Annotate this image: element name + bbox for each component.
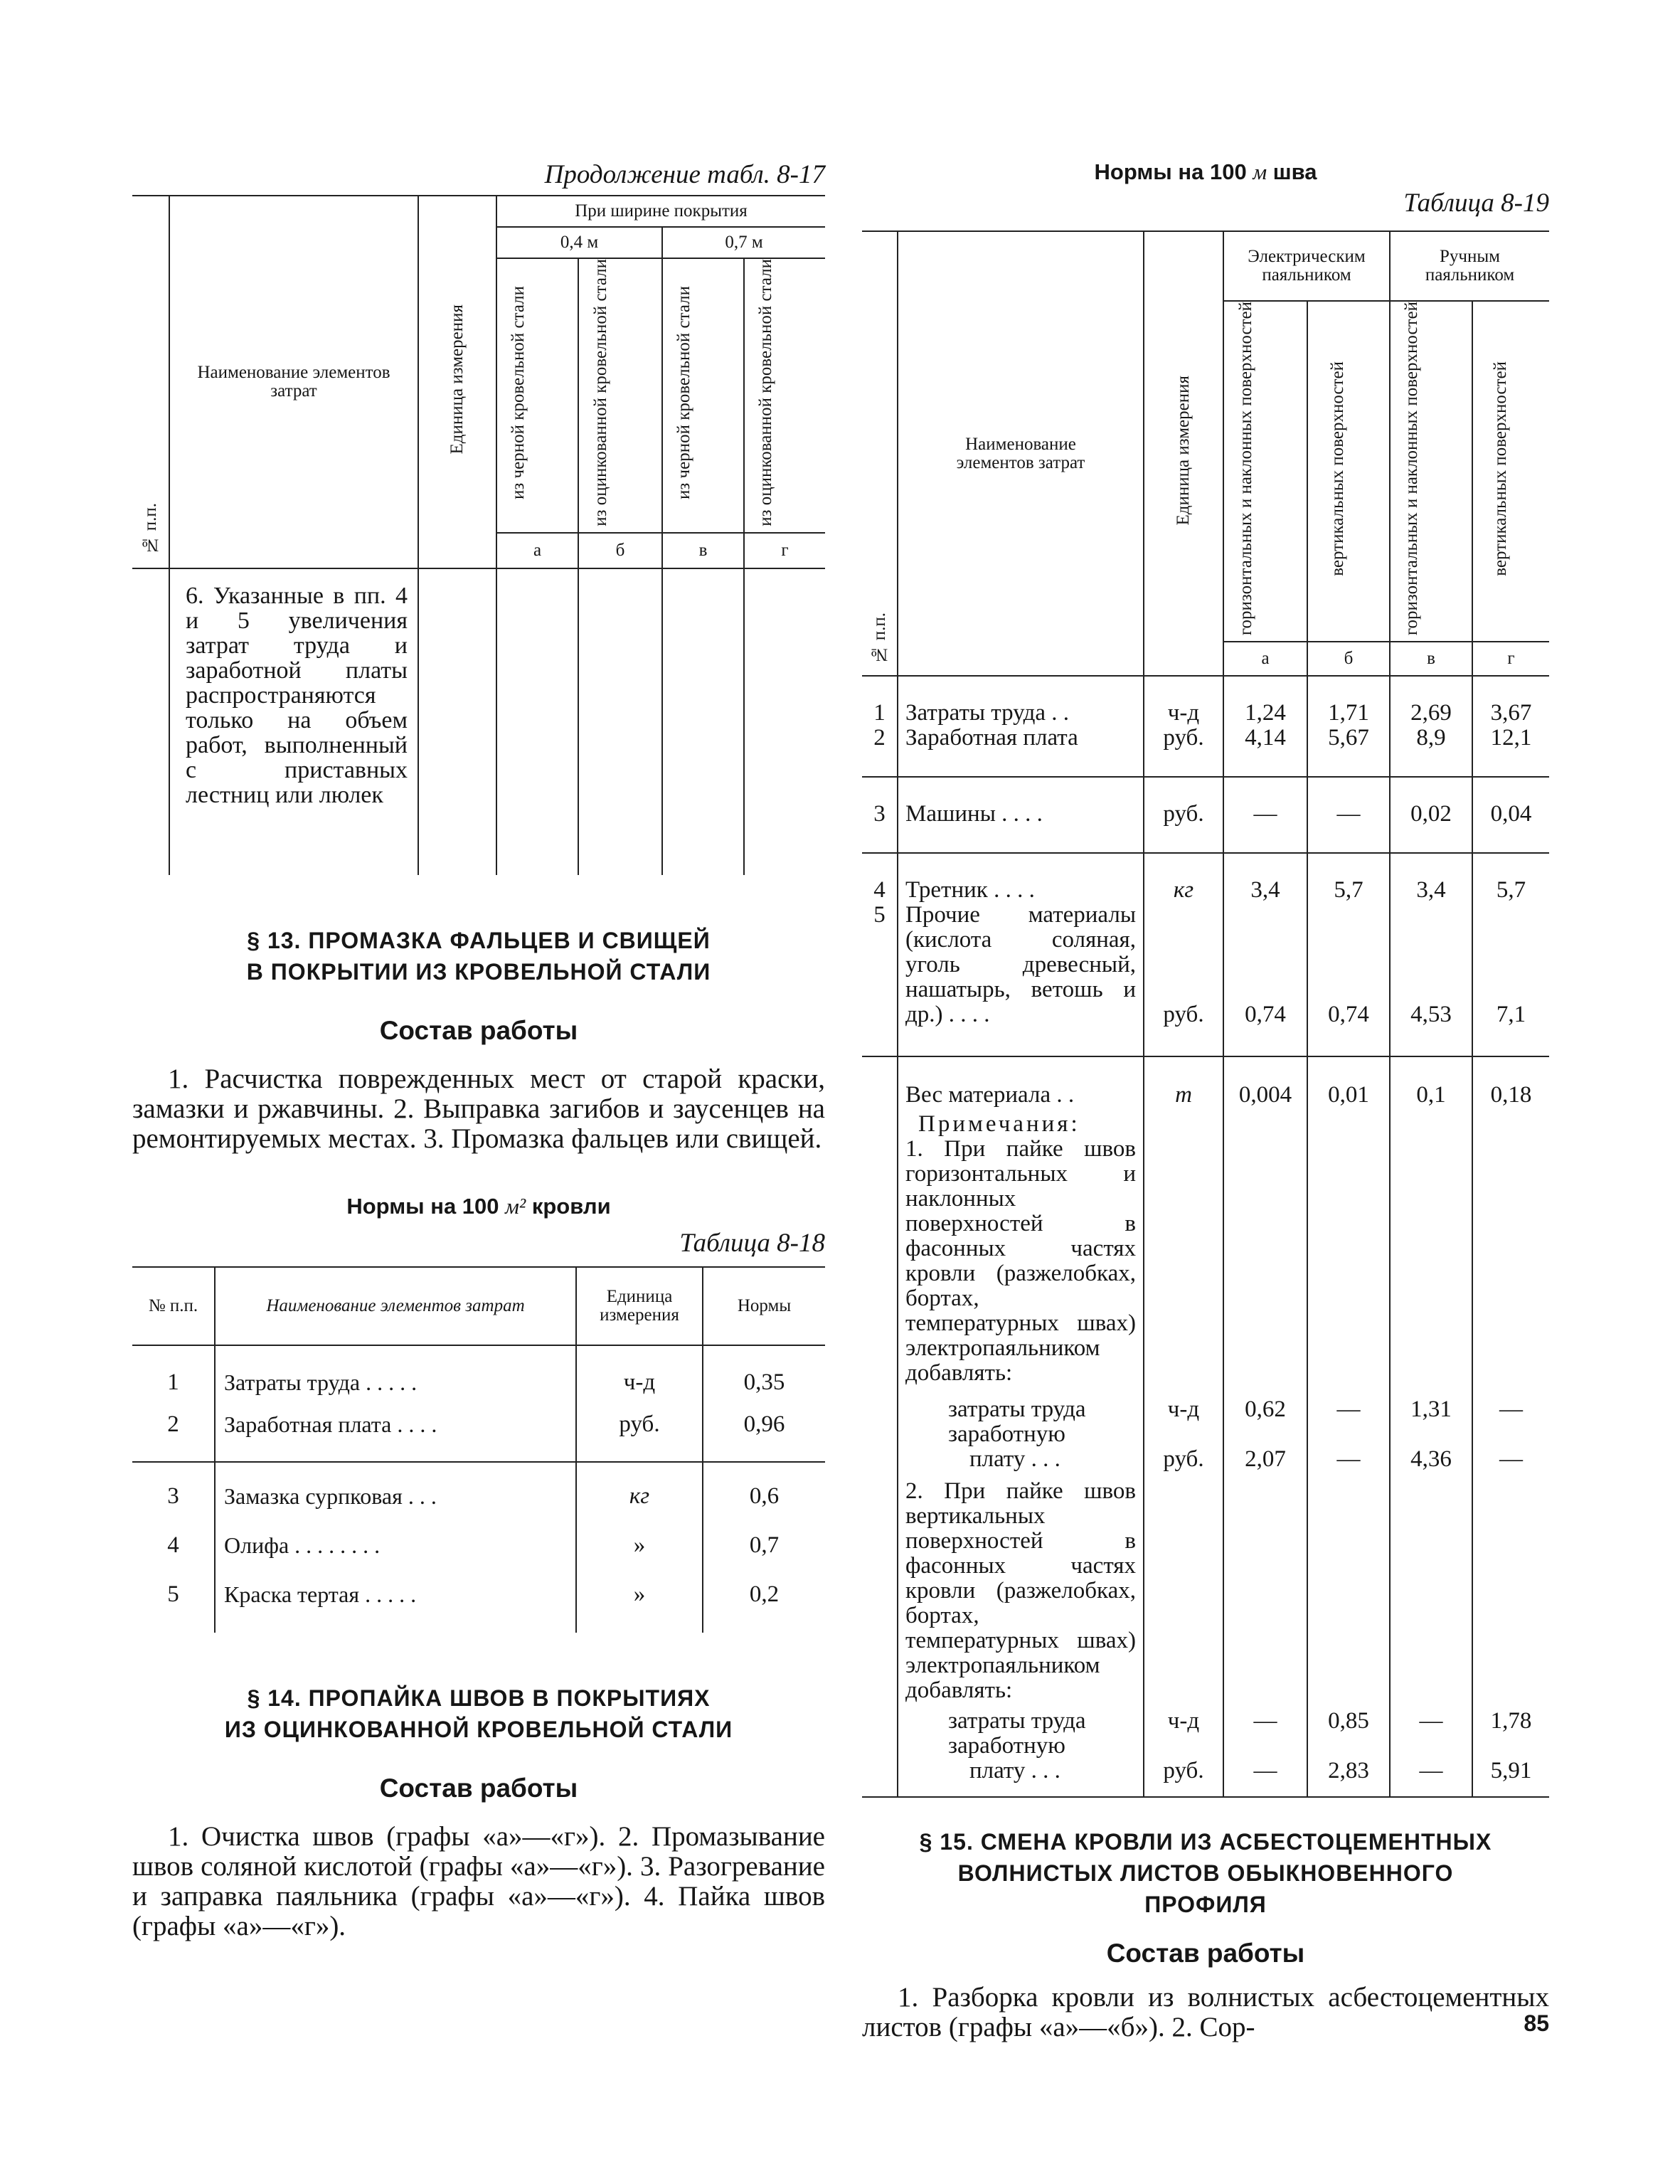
table-8-18-caption: Таблица 8-18 <box>679 1228 825 1258</box>
section-14-work-text: 1. Очистка швов (графы «а»—«г»). 2. Промазывание швов соляной кислотой (графы «а»—«г»). 3. Разогревание и заправка паяльника (графы «а»—«г»). 4. Пайка швов (графы «а»—«г»). <box>132 1820 825 1941</box>
t818-row3-dots: . . . <box>402 1483 437 1509</box>
t819-r4-c: 3,4 <box>1390 853 1472 903</box>
col-unit-header: Единица измерения <box>447 304 467 455</box>
letter-b: б <box>578 533 662 568</box>
section-15-work-heading: Состав работы <box>1106 1939 1305 1968</box>
t819-group-electric: Электрическим паяльником <box>1223 231 1390 301</box>
t819-r5-d: 7,1 <box>1496 1002 1526 1028</box>
t819-note1-wage-b: — <box>1307 1422 1390 1472</box>
t819-note2-labor-b: 0,85 <box>1307 1703 1390 1734</box>
t819-note1-wage-name-1: заработную <box>948 1421 1065 1448</box>
t819-r3-c: 0,02 <box>1390 777 1472 853</box>
t818-col-unit: Единица измерения <box>576 1267 703 1345</box>
t818-row1-val: 0,35 <box>743 1369 785 1395</box>
t819-r4-a: 3,4 <box>1223 853 1307 903</box>
t818-col-num: № п.п. <box>132 1267 215 1345</box>
group-width-header: При ширине покрытия <box>496 196 825 227</box>
section-15-title-line2: ВОЛНИСТЫХ ЛИСТОВ ОБЫКНОВЕННОГО <box>957 1860 1454 1887</box>
page-number: 85 <box>1524 2010 1549 2036</box>
t819-group-hand: Ручным паяльником <box>1390 231 1549 301</box>
t818-row4-val: 0,7 <box>749 1532 780 1558</box>
t819-note2-wage-c: — <box>1390 1734 1472 1797</box>
t818-row5-dots: . . . . . <box>359 1581 417 1607</box>
t818-row1-unit: ч-д <box>576 1345 703 1395</box>
t819-r2-name: Заработная плата <box>898 726 1144 777</box>
subcol-c-header: из черной кровельной стали <box>674 285 693 499</box>
t819-r3-name: Машины . . . . <box>898 777 1144 853</box>
t819-note1-wage-name-2: плату . . . <box>969 1446 1060 1473</box>
table-8-17 <box>132 195 825 875</box>
t819-note1-labor-c: 1,31 <box>1390 1386 1472 1422</box>
t818-row4-num: 4 <box>132 1509 215 1558</box>
t819-letter-d: г <box>1507 649 1515 669</box>
t819-subcol-c: горизонтальных и наклонных поверхностей <box>1402 302 1421 636</box>
t819-r4-d: 5,7 <box>1496 877 1526 903</box>
section-14-work-heading: Состав работы <box>379 1773 578 1803</box>
col-name-header: Наименование элементов затрат <box>169 196 418 568</box>
t819-note1-wage-a: 2,07 <box>1223 1422 1307 1472</box>
t819-weight-a: 0,004 <box>1223 1056 1307 1108</box>
t819-r5-b: 0,74 <box>1307 903 1390 1056</box>
t819-weight-unit: т <box>1144 1056 1223 1108</box>
t818-row3-val: 0,6 <box>749 1483 780 1509</box>
t819-weight-c: 0,1 <box>1390 1056 1472 1108</box>
t819-col-name: Наименование элементов затрат <box>898 231 1144 676</box>
t818-row5-name: Краска тертая <box>224 1581 360 1607</box>
t819-r3-b: — <box>1307 777 1390 853</box>
letter-d: г <box>781 540 789 560</box>
t818-row3-name: Замазка сурпковая <box>224 1483 403 1509</box>
t819-note2-labor-name: затраты труда <box>898 1703 1144 1734</box>
t819-r4-b: 5,7 <box>1307 853 1390 903</box>
t819-note2-labor-unit: ч-д <box>1144 1703 1223 1734</box>
table-8-17-note-6: 6. Указанные в пп. 4 и 5 увеличения затрат труда и заработной платы распространяются только на объем работ, выполненный с приставных лестниц или люлек <box>169 568 418 875</box>
table-8-19-norms-heading <box>862 158 1549 186</box>
t818-row4-unit: » <box>576 1509 703 1558</box>
t819-r5-c: 4,53 <box>1390 903 1472 1056</box>
col-num-header: № п.п. <box>140 503 160 555</box>
t819-r5-name: Прочие материалы (кислота соляная, уголь древесный, нашатырь, ветошь и др.) . . . . <box>898 903 1144 1056</box>
t819-subcol-b: вертикальных поверхностей <box>1328 361 1347 576</box>
table-8-18 <box>132 1266 825 1633</box>
t819-r3-a: — <box>1223 777 1307 853</box>
width-04-header: 0,4 м <box>496 227 662 258</box>
t819-r1-unit: ч-д <box>1144 676 1223 726</box>
t819-r3-unit: руб. <box>1144 777 1223 853</box>
t819-note1-wage-c: 4,36 <box>1390 1422 1472 1472</box>
t819-col-unit: Единица измерения <box>1174 376 1193 526</box>
norms-unit: м² <box>505 1193 526 1219</box>
t819-weight-b: 0,01 <box>1307 1056 1390 1108</box>
t819-r1-d: 3,67 <box>1490 700 1532 726</box>
t819-r4-unit: кг <box>1144 853 1223 903</box>
t819-r5-unit: руб. <box>1144 903 1223 1056</box>
t818-row5-val: 0,2 <box>749 1581 780 1607</box>
t819-letter-c: в <box>1390 642 1472 676</box>
section-14-title-line1: § 14. ПРОПАЙКА ШВОВ В ПОКРЫТИЯХ <box>247 1685 711 1711</box>
t819-r1-c: 2,69 <box>1390 676 1472 726</box>
section-15-title-line3: ПРОФИЛЯ <box>1144 1892 1267 1918</box>
t818-row4-name: Олифа <box>224 1532 289 1558</box>
t819-r5-a: 0,74 <box>1223 903 1307 1056</box>
table-8-18-norms-heading <box>132 1192 825 1221</box>
section-13-work-text: 1. Расчистка поврежденных мест от старой краски, замазки и ржавчины. 2. Выправка загибов и заусенцев на ремонтируемых местах. 3. Промазка фальцев или свищей. <box>132 1063 825 1154</box>
t819-r2-c: 8,9 <box>1390 726 1472 777</box>
t819-note2-labor-d: 1,78 <box>1490 1708 1532 1734</box>
t819-note2-wage-d: 5,91 <box>1490 1758 1532 1784</box>
t819-note1-wage-d: — <box>1499 1446 1523 1473</box>
t818-row2-name: Заработная плата <box>224 1411 392 1437</box>
t819-weight-d: 0,18 <box>1490 1082 1532 1108</box>
t819-note1-labor-a: 0,62 <box>1223 1386 1307 1422</box>
t819-r2-d: 12,1 <box>1490 725 1532 751</box>
t818-row2-unit: руб. <box>576 1395 703 1462</box>
t819-note1-labor-d: — <box>1499 1396 1523 1423</box>
subcol-a-header: из черной кровельной стали <box>508 285 528 499</box>
letter-a: а <box>496 533 578 568</box>
t819-r4-num: 4 <box>862 853 898 903</box>
t818-row2-num: 2 <box>132 1395 215 1462</box>
t819-r2-a: 4,14 <box>1223 726 1307 777</box>
subcol-d-header: из оцинкованной кровельной стали <box>755 259 775 526</box>
t818-row1-name: Затраты труда <box>224 1369 361 1395</box>
t819-note1-text: 1. При пайке швов горизонтальных и наклонных поверхностей в фасонных частях кровли (разжелобках, бортах, температурных швах) электропаяльником добавлять: <box>905 1136 1136 1387</box>
t819-subcol-d: вертикальных поверхностей <box>1490 361 1510 576</box>
t819-r3-d: 0,04 <box>1490 801 1532 827</box>
norms-suffix: кровли <box>531 1193 611 1219</box>
width-07-header: 0,7 м <box>662 227 825 258</box>
norms-unit: м <box>1253 159 1267 184</box>
section-15-work-text: 1. Разборка кровли из волнистых асбестоцементных листов (графы «а»—«б»). 2. Сор- <box>862 1982 1549 2043</box>
t819-note2-labor-c: — <box>1390 1703 1472 1734</box>
t819-notes-title: Примечания: <box>918 1111 1080 1138</box>
norms-suffix: шва <box>1272 159 1317 184</box>
t819-r5-num: 5 <box>862 903 898 1056</box>
t818-row4-dots: . . . . . . . . <box>289 1532 381 1558</box>
t818-row2-dots: . . . . <box>391 1411 437 1437</box>
t819-r2-b: 5,67 <box>1307 726 1390 777</box>
t819-note2-wage-b: 2,83 <box>1307 1734 1390 1797</box>
t818-row3-unit: кг <box>576 1462 703 1509</box>
t819-note1-wage-unit: руб. <box>1144 1422 1223 1472</box>
t819-note1-labor-unit: ч-д <box>1144 1386 1223 1422</box>
t818-row1-num: 1 <box>132 1345 215 1395</box>
t819-note1-labor-name: затраты труда <box>898 1386 1144 1422</box>
t819-r2-num: 2 <box>862 726 898 777</box>
section-13-title-line2: В ПОКРЫТИИ ИЗ КРОВЕЛЬНОЙ СТАЛИ <box>246 958 711 985</box>
t819-letter-b: б <box>1307 642 1390 676</box>
t819-note2-text: 2. При пайке швов вертикальных поверхностей в фасонных частях кровли (разжелобках, бортах, температурных швах) электропаяльником добавлять: <box>898 1472 1144 1703</box>
subcol-b-header: из оцинкованной кровельной стали <box>591 259 610 526</box>
t818-row3-num: 3 <box>132 1462 215 1509</box>
t819-r1-num: 1 <box>862 676 898 726</box>
t819-note2-wage-unit: руб. <box>1144 1734 1223 1797</box>
norms-prefix: Нормы на 100 <box>346 1193 499 1219</box>
norms-prefix: Нормы на 100 <box>1094 159 1247 184</box>
t819-letter-a: а <box>1223 642 1307 676</box>
t819-note2-labor-a: — <box>1223 1703 1307 1734</box>
t818-col-name: Наименование элементов затрат <box>215 1267 576 1345</box>
t818-row2-val: 0,96 <box>743 1411 785 1437</box>
t819-r4-name: Третник . . . . <box>898 853 1144 903</box>
t819-weight-name: Вес материала . . <box>898 1056 1144 1108</box>
table-8-19 <box>862 230 1549 1798</box>
right-column <box>862 158 1549 2042</box>
t819-note2-wage-name-1: заработную <box>948 1733 1065 1759</box>
table-8-17-continuation-caption: Продолжение табл. 8-17 <box>544 160 825 189</box>
t819-r1-b: 1,71 <box>1307 676 1390 726</box>
section-13-title-line1: § 13. ПРОМАЗКА ФАЛЬЦЕВ И СВИЩЕЙ <box>247 927 711 953</box>
t818-row5-num: 5 <box>132 1558 215 1633</box>
t819-subcol-a: горизонтальных и наклонных поверхностей <box>1236 302 1255 636</box>
t819-r3-num: 3 <box>862 777 898 853</box>
t819-r1-name: Затраты труда . . <box>898 676 1144 726</box>
section-13-work-heading: Состав работы <box>379 1015 578 1045</box>
t819-r2-unit: руб. <box>1144 726 1223 777</box>
t819-note1-labor-b: — <box>1307 1386 1390 1422</box>
t819-col-num: № п.п. <box>869 612 889 664</box>
t819-note2-wage-a: — <box>1223 1734 1307 1797</box>
t818-row5-unit: » <box>576 1558 703 1633</box>
letter-c: в <box>662 533 744 568</box>
t818-row1-dots: . . . . . <box>360 1369 418 1395</box>
t819-r1-a: 1,24 <box>1223 676 1307 726</box>
left-column <box>132 158 825 1941</box>
section-14-title-line2: ИЗ ОЦИНКОВАННОЙ КРОВЕЛЬНОЙ СТАЛИ <box>224 1716 733 1742</box>
t819-note2-wage-name-2: плату . . . <box>969 1758 1060 1784</box>
table-8-19-caption: Таблица 8-19 <box>1403 189 1549 218</box>
t818-col-norm: Нормы <box>737 1295 792 1315</box>
section-15-title-line1: § 15. СМЕНА КРОВЛИ ИЗ АСБЕСТОЦЕМЕНТНЫХ <box>919 1829 1492 1855</box>
